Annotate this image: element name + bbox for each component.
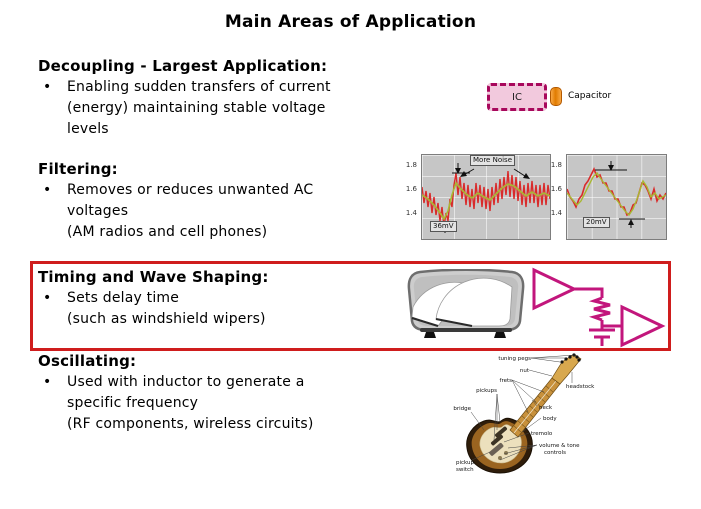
ic-chip-label: IC <box>512 91 522 103</box>
more-noise-callout: More Noise <box>470 155 515 166</box>
guitar-label-volume-tone: volume & tone <box>539 443 580 449</box>
slide-title: Main Areas of Application <box>224 12 477 32</box>
rc-timing-circuit-figure <box>530 266 668 350</box>
right-measure-tag: 20mV <box>583 217 610 228</box>
guitar-label-tremolo: tremolo <box>531 431 553 437</box>
timing-heading: Timing and Wave Shaping: <box>38 268 269 286</box>
oscillating-line: specific frequency <box>67 395 199 411</box>
guitar-label-body: body <box>543 416 557 422</box>
right-plot-ytick: 1.6 <box>550 185 562 193</box>
left-measure-tag: 36mV <box>430 221 457 232</box>
left-plot-ytick: 1.6 <box>405 185 417 193</box>
bullet-marker: • <box>43 79 52 95</box>
left-plot-ytick: 1.8 <box>405 161 417 169</box>
oscillating-line: (RF components, wireless circuits) <box>67 416 314 432</box>
filtered-signal-plot <box>566 154 667 240</box>
guitar-label-headstock: headstock <box>566 384 595 390</box>
decoupling-line: Enabling sudden transfers of current <box>67 79 331 95</box>
filtering-line: (AM radios and cell phones) <box>67 224 268 240</box>
left-plot-ytick: 1.4 <box>405 209 417 217</box>
right-plot-ytick: 1.8 <box>550 161 562 169</box>
decoupling-heading: Decoupling - Largest Application: <box>38 57 328 75</box>
electric-guitar-figure <box>448 350 608 478</box>
guitar-label-tuning-pegs: tuning pegs <box>498 356 531 362</box>
section-filtering <box>38 158 418 243</box>
filtered-signal-trace <box>567 155 666 239</box>
decoupling-line: levels <box>67 121 109 137</box>
guitar-label-switch: switch <box>456 467 474 473</box>
guitar-label-pickup: pickup <box>456 460 475 466</box>
bullet-marker: • <box>43 182 52 198</box>
capacitor-label: Capacitor <box>568 91 612 101</box>
guitar-label-bridge: bridge <box>453 406 471 412</box>
guitar-label-nut: nut <box>519 368 529 374</box>
oscillating-heading: Oscillating: <box>38 352 137 370</box>
section-oscillating <box>38 350 418 435</box>
windshield-wiper-figure <box>406 269 526 343</box>
filtering-line: voltages <box>67 203 129 219</box>
oscillating-line: Used with inductor to generate a <box>67 374 305 390</box>
guitar-label-frets: frets <box>499 378 512 384</box>
right-plot-ytick: 1.4 <box>550 209 562 217</box>
section-decoupling <box>38 55 418 140</box>
capacitor-icon <box>550 87 562 106</box>
decoupling-line: (energy) maintaining stable voltage <box>67 100 326 116</box>
filtering-line: Removes or reduces unwanted AC <box>67 182 314 198</box>
bullet-marker: • <box>43 290 52 306</box>
guitar-label-controls: controls <box>544 450 566 456</box>
timing-line: Sets delay time <box>67 290 180 306</box>
guitar-label-neck: neck <box>539 405 553 411</box>
filtering-heading: Filtering: <box>38 160 118 178</box>
guitar-label-pickups: pickups <box>476 388 497 394</box>
timing-line: (such as windshield wipers) <box>67 311 266 327</box>
ic-chip-figure <box>487 83 547 111</box>
bullet-marker: • <box>43 374 52 390</box>
section-timing <box>38 266 418 330</box>
